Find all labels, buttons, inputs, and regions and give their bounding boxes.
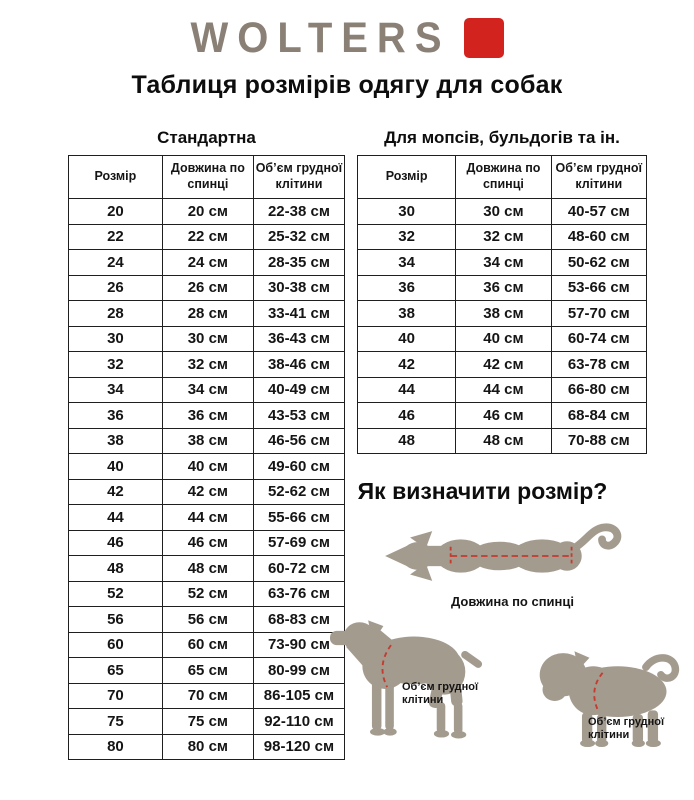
table-cell: 60 <box>69 632 163 658</box>
pugs-size-table <box>357 155 647 454</box>
brand-header <box>0 14 694 62</box>
chest-volume-label: Об’єм грудної клітини <box>402 681 479 706</box>
table-cell: 48 см <box>162 556 253 582</box>
table-cell: 24 <box>69 250 163 276</box>
table-cell: 32 <box>69 352 163 378</box>
page-title: Таблиця розмірів одягу для собак <box>131 71 563 99</box>
dog-body-shape <box>330 620 484 738</box>
table-cell: 46 см <box>162 530 253 556</box>
table-cell: 53-66 см <box>551 275 646 301</box>
table-cell: 80 см <box>162 734 253 760</box>
table-row <box>69 505 345 531</box>
table-cell: 48 см <box>456 428 551 454</box>
table-cell: 26 см <box>162 275 253 301</box>
table-row <box>69 709 345 735</box>
table-row <box>69 250 345 276</box>
table-cell: 57-69 см <box>253 530 344 556</box>
col-header-text: Об’єм грудної <box>255 161 343 176</box>
table-cell: 60 см <box>162 632 253 658</box>
table-cell: 70 см <box>162 683 253 709</box>
table-cell: 86-105 см <box>253 683 344 709</box>
table-cell: 49-60 см <box>253 454 344 480</box>
table-cell: 57-70 см <box>551 301 646 327</box>
table-cell: 66-80 см <box>551 377 646 403</box>
table-cell: 38-46 см <box>253 352 344 378</box>
col-header-size <box>69 156 163 199</box>
table-cell: 38 <box>69 428 163 454</box>
table-cell: 52 <box>69 581 163 607</box>
table-cell: 60-72 см <box>253 556 344 582</box>
table-cell: 24 см <box>162 250 253 276</box>
table-cell: 46 <box>69 530 163 556</box>
table-row <box>69 607 345 633</box>
back-length-label: Довжина по спинці <box>450 594 575 609</box>
table-row <box>69 454 345 480</box>
table-cell: 42 см <box>162 479 253 505</box>
table-cell: 92-110 см <box>253 709 344 735</box>
table-cell: 30 <box>358 199 456 225</box>
table-cell: 28 <box>69 301 163 327</box>
standard-table-section <box>68 128 345 760</box>
table-cell: 60-74 см <box>551 326 646 352</box>
table-cell: 32 см <box>456 224 551 250</box>
table-cell: 56 <box>69 607 163 633</box>
table-cell: 52 см <box>162 581 253 607</box>
table-row <box>69 734 345 760</box>
table-cell: 33-41 см <box>253 301 344 327</box>
table-row <box>69 301 345 327</box>
col-header-chest <box>253 156 344 199</box>
table-cell: 42 <box>69 479 163 505</box>
table-cell: 38 см <box>162 428 253 454</box>
table-cell: 40 см <box>162 454 253 480</box>
col-header-back-length <box>162 156 253 199</box>
brand-red-square-icon <box>464 18 504 58</box>
col-header-size <box>358 156 456 199</box>
standard-table-title: Стандартна <box>157 128 256 147</box>
table-cell: 40 см <box>456 326 551 352</box>
table-cell: 28-35 см <box>253 250 344 276</box>
table-cell: 32 <box>358 224 456 250</box>
table-cell: 40 <box>358 326 456 352</box>
table-cell: 22-38 см <box>253 199 344 225</box>
table-row <box>69 683 345 709</box>
col-header-chest <box>551 156 646 199</box>
col-header-text: клітини <box>275 177 323 191</box>
col-header-text: спинці <box>187 177 229 191</box>
table-row <box>69 428 345 454</box>
table-cell: 22 <box>69 224 163 250</box>
table-cell: 30-38 см <box>253 275 344 301</box>
table-cell: 50-62 см <box>551 250 646 276</box>
table-cell: 40-49 см <box>253 377 344 403</box>
table-cell: 32 см <box>162 352 253 378</box>
table-row <box>69 479 345 505</box>
table-cell: 34 <box>358 250 456 276</box>
table-cell: 46-56 см <box>253 428 344 454</box>
dog-body-shape <box>385 527 617 581</box>
table-row <box>69 275 345 301</box>
table-cell: 36 <box>69 403 163 429</box>
table-cell: 73-90 см <box>253 632 344 658</box>
table-cell: 68-84 см <box>551 403 646 429</box>
table-cell: 28 см <box>162 301 253 327</box>
table-cell: 75 см <box>162 709 253 735</box>
dog-top-view-silhouette <box>375 520 650 592</box>
table-row <box>358 428 647 454</box>
table-cell: 20 <box>69 199 163 225</box>
table-cell: 44 см <box>162 505 253 531</box>
table-cell: 36 см <box>456 275 551 301</box>
table-cell: 68-83 см <box>253 607 344 633</box>
table-row <box>69 326 345 352</box>
col-header-text: спинці <box>482 177 524 191</box>
table-cell: 22 см <box>162 224 253 250</box>
table-row <box>358 199 647 225</box>
table-cell: 63-78 см <box>551 352 646 378</box>
pugs-table-title: Для мопсів, бульдогів та ін. <box>384 128 620 147</box>
table-cell: 75 <box>69 709 163 735</box>
table-cell: 36 <box>358 275 456 301</box>
chest-volume-label: Об’єм грудної клітини <box>588 716 665 741</box>
table-row <box>358 403 647 429</box>
table-row <box>358 250 647 276</box>
table-cell: 40 <box>69 454 163 480</box>
table-cell: 56 см <box>162 607 253 633</box>
table-row <box>358 224 647 250</box>
table-row <box>358 326 647 352</box>
col-header-text: Об’єм грудної <box>555 161 643 176</box>
table-cell: 70-88 см <box>551 428 646 454</box>
table-row <box>69 224 345 250</box>
col-header-text: Довжина по <box>466 161 541 176</box>
table-cell: 52-62 см <box>253 479 344 505</box>
table-row <box>358 301 647 327</box>
table-cell: 98-120 см <box>253 734 344 760</box>
table-cell: 36 см <box>162 403 253 429</box>
col-header-text: Розмір <box>385 169 428 184</box>
table-cell: 55-66 см <box>253 505 344 531</box>
table-cell: 30 <box>69 326 163 352</box>
how-to-measure-section <box>330 478 694 800</box>
table-cell: 46 <box>358 403 456 429</box>
table-cell: 25-32 см <box>253 224 344 250</box>
table-header-row <box>69 156 345 199</box>
table-header-row <box>358 156 647 199</box>
table-row <box>69 632 345 658</box>
table-cell: 80 <box>69 734 163 760</box>
table-cell: 42 см <box>456 352 551 378</box>
table-cell: 44 <box>69 505 163 531</box>
table-cell: 20 см <box>162 199 253 225</box>
table-row <box>69 403 345 429</box>
col-header-text: клітини <box>575 177 623 191</box>
standard-size-table <box>68 155 345 760</box>
table-row <box>69 581 345 607</box>
table-cell: 48-60 см <box>551 224 646 250</box>
table-cell: 63-76 см <box>253 581 344 607</box>
how-to-measure-title: Як визначити розмір? <box>357 478 608 504</box>
table-cell: 30 см <box>162 326 253 352</box>
col-header-back-length <box>456 156 551 199</box>
table-cell: 44 <box>358 377 456 403</box>
col-header-text: Розмір <box>94 169 137 184</box>
table-row <box>358 275 647 301</box>
table-cell: 44 см <box>456 377 551 403</box>
table-cell: 34 см <box>162 377 253 403</box>
table-row <box>358 352 647 378</box>
table-cell: 30 см <box>456 199 551 225</box>
table-cell: 48 <box>69 556 163 582</box>
table-cell: 38 <box>358 301 456 327</box>
table-cell: 40-57 см <box>551 199 646 225</box>
table-cell: 46 см <box>456 403 551 429</box>
table-cell: 42 <box>358 352 456 378</box>
wolters-logo: WOLTERS <box>190 14 451 62</box>
table-row <box>358 377 647 403</box>
table-cell: 43-53 см <box>253 403 344 429</box>
table-cell: 38 см <box>456 301 551 327</box>
table-row <box>69 199 345 225</box>
dog-side-view-silhouette <box>330 616 492 740</box>
table-row <box>69 530 345 556</box>
table-cell: 34 <box>69 377 163 403</box>
table-row <box>69 352 345 378</box>
table-row <box>69 556 345 582</box>
table-cell: 65 <box>69 658 163 684</box>
table-cell: 70 <box>69 683 163 709</box>
table-cell: 65 см <box>162 658 253 684</box>
table-cell: 34 см <box>456 250 551 276</box>
pugs-table-section <box>357 128 647 454</box>
table-row <box>69 658 345 684</box>
table-cell: 48 <box>358 428 456 454</box>
table-cell: 36-43 см <box>253 326 344 352</box>
table-cell: 26 <box>69 275 163 301</box>
table-cell: 80-99 см <box>253 658 344 684</box>
col-header-text: Довжина по <box>170 161 245 176</box>
table-row <box>69 377 345 403</box>
